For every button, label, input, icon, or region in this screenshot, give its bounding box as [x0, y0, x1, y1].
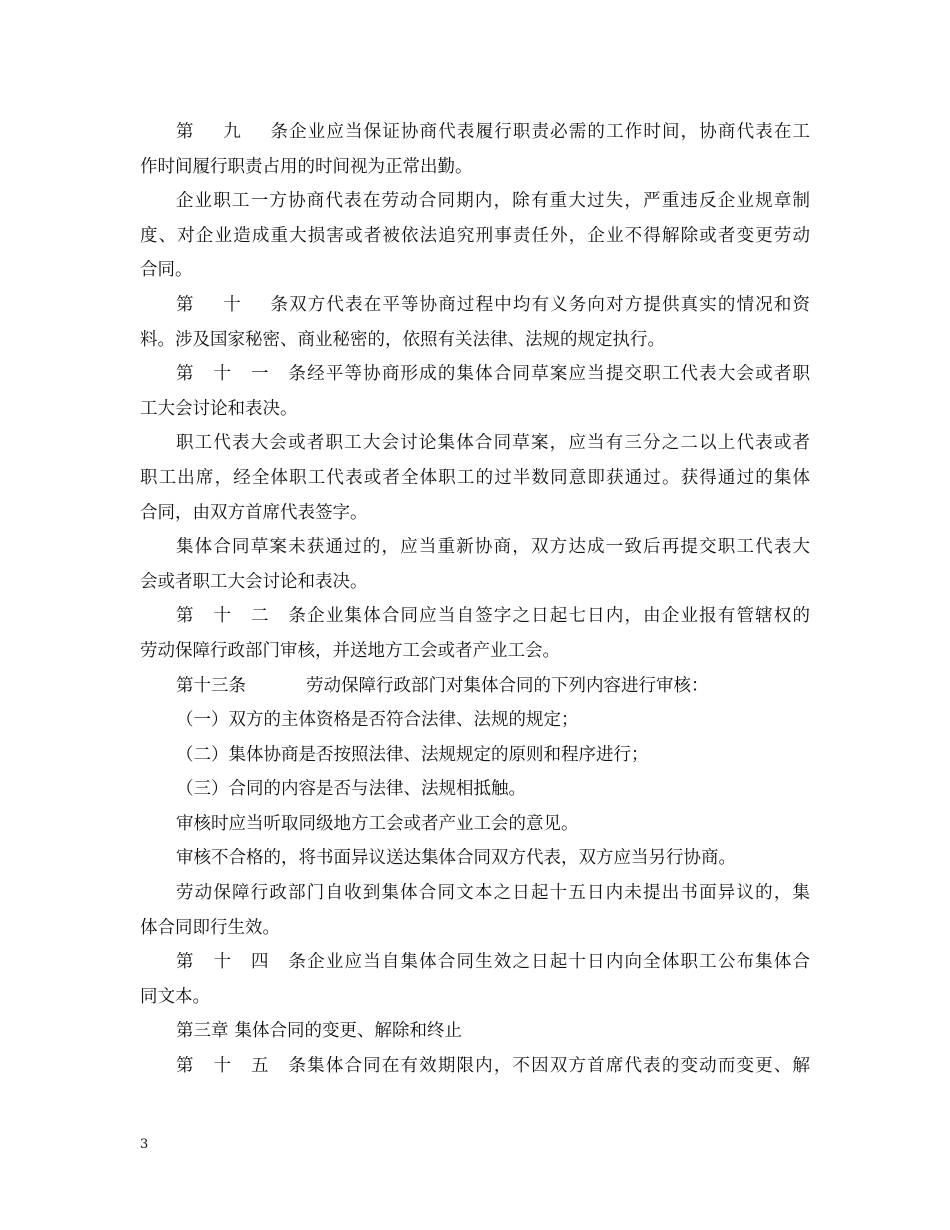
paragraph-line: 审核不合格的，将书面异议送达集体合同双方代表，双方应当另行协商。: [176, 848, 736, 869]
document-body: [140, 115, 810, 1084]
article-text: 集体合同在有效期限内，不因双方首席代表的变动而变更、解: [306, 1056, 810, 1077]
article-12-line-2: 劳动保障行政部门审核，并送地方工会或者产业工会。: [140, 640, 560, 661]
article-text: 企业应当保证协商代表履行职责必需的工作时间，协商代表在工: [288, 122, 810, 142]
article-label: 第十二条: [176, 606, 306, 627]
paragraph-line: 审核时应当听取同级地方工会或者产业工会的意见。: [176, 813, 579, 834]
paragraph-line: 集体合同草案未获通过的，应当重新协商，双方达成一致后再提交职工代表大: [176, 537, 810, 558]
article-15-line-1: [140, 1049, 810, 1084]
paragraph-line: 职工代表大会或者职工大会讨论集体合同草案，应当有三分之二以上代表或者: [176, 433, 810, 454]
paragraph-line: 度、对企业造成重大损害或者被依法追究刑事责任外，企业不得解除或者变更劳动: [140, 225, 810, 246]
paragraph-line: 会或者职工大会讨论和表决。: [140, 571, 368, 592]
article-label: 第九条: [176, 122, 288, 142]
page-number: 3: [140, 1137, 149, 1152]
paragraph-line: 职工出席，经全体职工代表或者全体职工的过半数同意即获通过。获得通过的集体: [140, 467, 810, 488]
article-9-line-2: 作时间履行职责占用的时间视为正常出勤。: [140, 156, 473, 177]
list-item: （一）双方的主体资格是否符合法律、法规的规定；: [176, 710, 579, 731]
paragraph-line: 合同，由双方首席代表签字。: [140, 502, 368, 523]
article-text: 双方代表在平等协商过程中均有义务向对方提供真实的情况和资: [288, 294, 810, 315]
article-11-line-2: 工大会讨论和表决。: [140, 398, 298, 419]
article-text: 企业应当自集体合同生效之日起十日内向全体职工公布集体合: [306, 952, 810, 973]
list-item: （三）合同的内容是否与法律、法规相抵触。: [176, 779, 526, 800]
chapter-label: 第三章: [176, 1021, 229, 1042]
article-12-line-1: [140, 599, 810, 634]
paragraph-line: 劳动保障行政部门自收到集体合同文本之日起十五日内未提出书面异议的，集: [176, 883, 810, 904]
paragraph-line: 企业职工一方协商代表在劳动合同期内，除有重大过失，严重违反企业规章制: [176, 191, 810, 212]
article-10-line-1: [140, 288, 810, 323]
article-14-line-2: 同文本。: [140, 986, 210, 1007]
article-10-line-2: 料。涉及国家秘密、商业秘密的，依照有关法律、法规的规定执行。: [140, 329, 665, 350]
article-label: 第十五条: [176, 1056, 306, 1077]
article-label: 第十条: [176, 294, 288, 315]
chapter-title: 集体合同的变更、解除和终止: [234, 1021, 462, 1042]
chapter-heading: [140, 1014, 810, 1049]
paragraph-line: 体合同即行生效。: [140, 917, 280, 938]
article-text: 企业集体合同应当自签字之日起七日内，由企业报有管辖权的: [306, 606, 810, 627]
article-text: 劳动保障行政部门对集体合同的下列内容进行审核：: [306, 675, 709, 696]
article-11-line-1: [140, 357, 810, 392]
article-9-line-1: [140, 115, 810, 150]
article-label: 第十三条: [176, 675, 246, 696]
list-item: （二）集体协商是否按照法律、法规规定的原则和程序进行；: [176, 744, 649, 765]
article-13-line-1: [140, 669, 810, 704]
article-14-line-1: [140, 945, 810, 980]
paragraph-line: 合同。: [140, 260, 193, 281]
article-label: 第十一条: [176, 364, 306, 385]
article-label: 第十四条: [176, 952, 306, 973]
article-text: 经平等协商形成的集体合同草案应当提交职工代表大会或者职: [306, 364, 810, 385]
